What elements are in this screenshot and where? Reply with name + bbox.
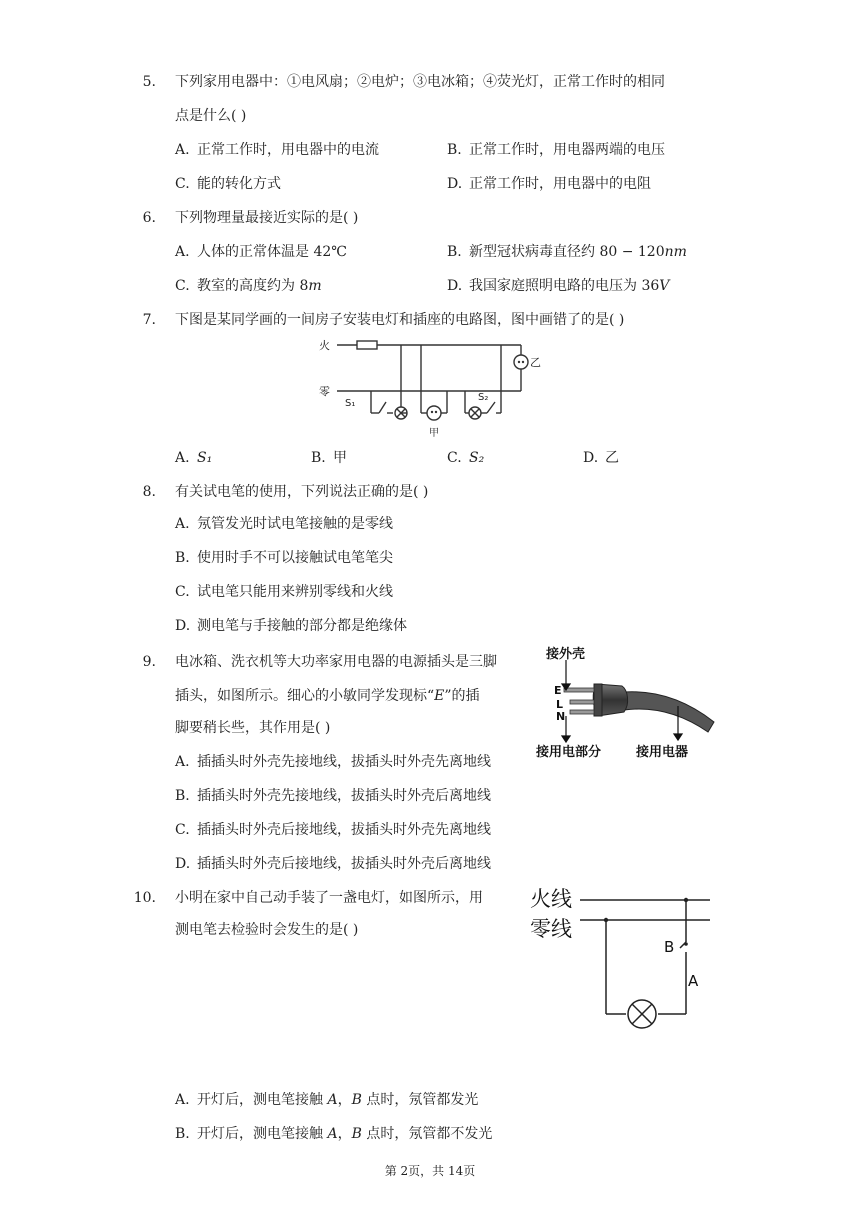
label-s2: S₂: [478, 392, 489, 403]
question-number: 10.: [133, 890, 156, 906]
label-l: L: [556, 698, 564, 711]
option-a: A. 正常工作时，用电器中的电流: [175, 142, 379, 158]
label-yi: 乙: [530, 356, 541, 369]
option-d: D. 测电笔与手接触的部分都是绝缘体: [175, 618, 407, 634]
question-stem: 电冰箱、洗衣机等大功率家用电器的电源插头是三脚: [175, 654, 497, 670]
label-n: N: [556, 710, 566, 723]
question-stem: 插头，如图所示。细心的小敏同学发现标“E”的插: [175, 688, 480, 704]
question-number: 7.: [142, 312, 156, 328]
option-d: D. 插插头时外壳后接地线，拔插头时外壳后离地线: [175, 856, 491, 872]
option-b: B. 甲: [311, 450, 347, 466]
label-s1: S₁: [345, 398, 356, 409]
question-stem: 有关试电笔的使用，下列说法正确的是( ): [175, 484, 429, 500]
label-part: 接用电部分: [536, 745, 602, 760]
three-pin-plug-figure: [536, 640, 718, 764]
question-stem: 下图是某同学画的一间房子安装电灯和插座的电路图，图中画错了的是( ): [175, 312, 625, 328]
question-number: 5.: [142, 74, 156, 90]
label-b: B: [664, 938, 675, 956]
option-c: C. 教室的高度约为 8m: [175, 278, 322, 294]
lamp-circuit-figure: [530, 878, 712, 1038]
option-c: C. S₂: [447, 450, 485, 466]
circuit-diagram-house-wiring: [315, 334, 545, 442]
option-b: B. 使用时手不可以接触试电笔笔尖: [175, 550, 393, 566]
option-a: A. 插插头时外壳先接地线，拔插头时外壳先离地线: [175, 754, 491, 770]
question-stem: 脚要稍长些，其作用是( ): [175, 720, 331, 736]
question-stem: 下列家用电器中：①电风扇；②电炉；③电冰箱；④荧光灯，正常工作时的相同: [175, 74, 665, 90]
option-c: C. 插插头时外壳后接地线，拔插头时外壳先离地线: [175, 822, 491, 838]
label-zero: 零: [319, 385, 330, 398]
question-stem: 下列物理量最接近实际的是( ): [175, 210, 359, 226]
page-footer: 第 2页，共 14页: [384, 1164, 476, 1178]
label-e: E: [554, 684, 562, 697]
option-b: B. 开灯后，测电笔接触 A，B 点时，氖管都不发光: [175, 1126, 493, 1142]
question-number: 6.: [142, 210, 156, 226]
question-number: 9.: [142, 654, 156, 670]
option-a: A. 人体的正常体温是 42℃: [175, 244, 347, 260]
option-d: D. 我国家庭照明电路的电压为 36V: [447, 278, 670, 294]
label-a: A: [688, 972, 699, 990]
option-c: C. 试电笔只能用来辨别零线和火线: [175, 584, 393, 600]
question-stem: 点是什么( ): [175, 108, 247, 124]
label-shell: 接外壳: [546, 647, 586, 662]
option-b: B. 新型冠状病毒直径约 80 − 120nm: [447, 244, 687, 260]
label-fire-line: 火线: [530, 887, 572, 911]
option-b: B. 插插头时外壳先接地线，拔插头时外壳后离地线: [175, 788, 491, 804]
option-a: A. 氖管发光时试电笔接触的是零线: [175, 516, 393, 532]
label-fire: 火: [319, 339, 330, 352]
label-appliance: 接用电器: [636, 745, 689, 760]
label-jia: 甲: [429, 428, 439, 439]
option-b: B. 正常工作时，用电器两端的电压: [447, 142, 665, 158]
option-a: A. S₁: [175, 450, 213, 466]
option-d: D. 正常工作时，用电器中的电阻: [447, 176, 651, 192]
option-c: C. 能的转化方式: [175, 176, 281, 192]
label-zero-line: 零线: [530, 917, 572, 941]
question-stem: 小明在家中自己动手装了一盏电灯，如图所示，用: [175, 890, 483, 906]
question-stem: 测电笔去检验时会发生的是( ): [175, 922, 359, 938]
option-a: A. 开灯后，测电笔接触 A，B 点时，氖管都发光: [175, 1092, 479, 1108]
option-d: D. 乙: [583, 450, 619, 466]
question-number: 8.: [142, 484, 156, 500]
